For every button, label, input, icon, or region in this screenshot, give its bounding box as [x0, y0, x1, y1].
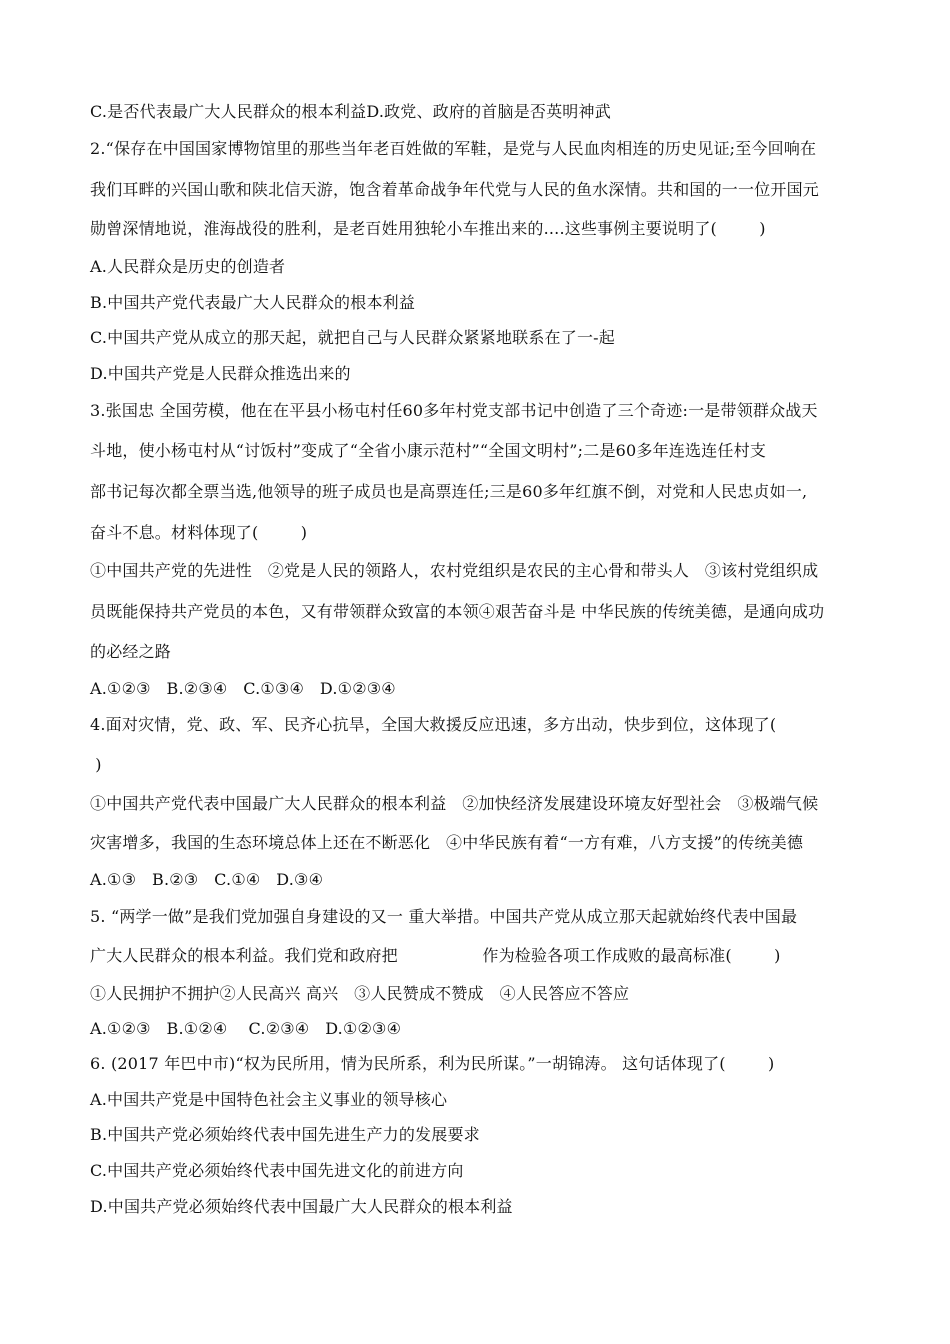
question-2-option-a: A.人民群众是历史的创造者 [90, 257, 286, 276]
question-3-statements-line-3: 的必经之路 [90, 642, 172, 661]
question-3-statements-line-1: ①中国共产党的先进性 ②党是人民的领路人，农村党组织是农民的主心骨和带头人 ③该村党组织成 [90, 561, 819, 580]
question-6-option-a: A.中国共产党是中国特色社会主义事业的领导核心 [90, 1090, 448, 1109]
question-3-line-3: 部书记每次都全票当选,他领导的班子成员也是高票连任;三是60多年红旗不倒，对党和人民忠贞如一, [90, 482, 808, 501]
question-5-statements: ①人民拥护不拥护②人民高兴 高兴 ③人民赞成不赞成 ④人民答应不答应 [90, 984, 630, 1003]
question-2-line-3: 勋曾深情地说，淮海战役的胜利，是老百姓用独轮小车推出来的....这些事例主要说明了( ) [90, 219, 766, 238]
question-4-statements-line-2: 灾害增多，我国的生态环境总体上还在不断恶化 ④中华民族有着“一方有难，八方支援”的传统美德 [90, 833, 804, 852]
question-2-option-b: B.中国共产党代表最广大人民群众的根本利益 [90, 293, 416, 312]
question-2-line-1: 2.“保存在中国国家博物馆里的那些当年老百姓做的军鞋，是党与人民血肉相连的历史见证;至今回响在 [90, 139, 817, 158]
question-6-option-b: B.中国共产党必须始终代表中国先进生产力的发展要求 [90, 1125, 480, 1144]
option-c-line: C.是否代表最广大人民群众的根本利益D.政党、政府的首脑是否英明神武 [90, 102, 611, 121]
question-2-line-2: 我们耳畔的兴国山歌和陕北信天游，饱含着革命战争年代党与人民的鱼水深情。共和国的一一位开国元 [90, 180, 820, 199]
question-3-line-2: 斗地，使小杨屯村从“讨饭村”变成了“全省小康示范村”“全国文明村”;二是60多年连选连任村支 [90, 441, 767, 460]
question-3-line-1: 3.张国忠 全国劳模，他在在平县小杨屯村任60多年村党支部书记中创造了三个奇迹:一是带领群众战天 [90, 401, 818, 420]
question-4-line-1: 4.面对灾情，党、政、军、民齐心抗旱，全国大救援反应迅速，多方出动，快步到位，这体现了( [90, 715, 777, 734]
question-4-options: A.①③ B.②③ C.①④ D.③④ [90, 870, 324, 889]
question-6-option-c: C.中国共产党必须始终代表中国先进文化的前进方向 [90, 1161, 464, 1180]
question-3-line-4: 奋斗不息。材料体现了( ) [90, 523, 308, 542]
question-4-statements-line-1: ①中国共产党代表中国最广大人民群众的根本利益 ②加快经济发展建设环境友好型社会 ③极端气候 [90, 794, 819, 813]
question-5-line-2: 广大人民群众的根本利益。我们党和政府把 作为检验各项工作成败的最高标准( ) [90, 946, 781, 965]
question-2-option-d: D.中国共产党是人民群众推选出来的 [90, 364, 351, 383]
question-3-statements-line-2: 员既能保持共产党员的本色，又有带领群众致富的本领④艰苦奋斗是 中华民族的传统美德，是通向成功 [90, 602, 825, 621]
question-5-line-1: 5. “两学一做”是我们党加强自身建设的又一 重大举措。中国共产党从成立那天起就始终代表中国最 [90, 907, 798, 926]
question-2-option-c: C.中国共产党从成立的那天起，就把自己与人民群众紧紧地联系在了一-起 [90, 328, 615, 347]
question-3-options: A.①②③ B.②③④ C.①③④ D.①②③④ [90, 679, 396, 698]
question-5-options: A.①②③ B.①②④ C.②③④ D.①②③④ [90, 1019, 402, 1038]
question-6-line-1: 6. (2017 年巴中市)“权为民所用，情为民所系，利为民所谋。”一胡锦涛。 这句话体现了( ) [90, 1054, 775, 1073]
question-4-line-2: ) [90, 755, 102, 774]
question-6-option-d: D.中国共产党必须始终代表中国最广大人民群众的根本利益 [90, 1197, 513, 1216]
